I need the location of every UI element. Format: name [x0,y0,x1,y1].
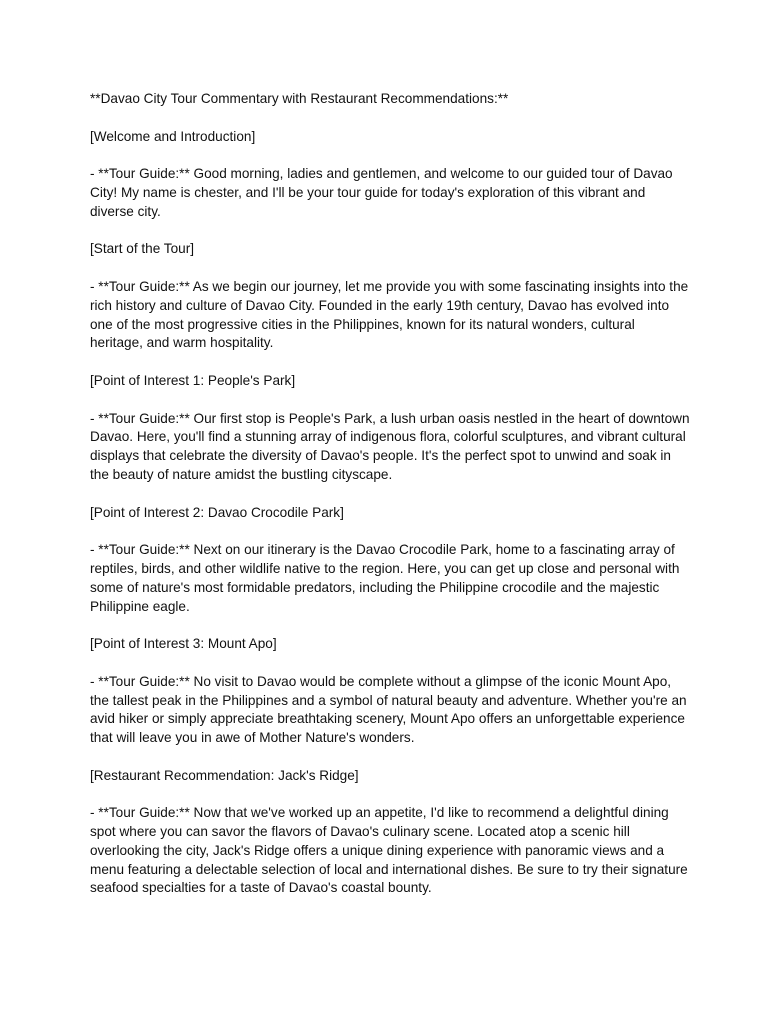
section-heading-start: [Start of the Tour] [90,241,195,257]
section-body-crocodile-park: - **Tour Guide:** Next on our itinerary is the Davao Crocodile Park, home to a fascinating array of reptiles, birds, and other wildlife native to the region. Here, you can get up close and personal with some of nature's most formidable predators, including the Philippine crocodile and the majestic Philippine eagle. [90,542,680,614]
section-heading-crocodile-park: [Point of Interest 2: Davao Crocodile Park] [90,504,344,520]
section-heading-restaurant: [Restaurant Recommendation: Jack's Ridge] [90,767,359,783]
section-body-mount-apo: - **Tour Guide:** No visit to Davao would be complete without a glimpse of the iconic Mount Apo, the tallest peak in the Philippines and a symbol of natural beauty and adventure. Whether you're an avid hiker or simply appreciate breathtaking scenery, Mount Apo offers an unforgettable experience that will leave you in awe of Mother Nature's wonders. [90,673,687,746]
section-heading-mount-apo: [Point of Interest 3: Mount Apo] [90,636,277,652]
document-page [90,90,690,917]
section-heading-welcome: [Welcome and Introduction] [90,128,256,144]
section-heading-peoples-park: [Point of Interest 1: People's Park] [90,372,296,388]
section-body-start: - **Tour Guide:** As we begin our journey, let me provide you with some fascinating insights into the rich history and culture of Davao City. Founded in the early 19th century, Davao has evolved into one of the most progressive cities in the Philippines, known for its natural wonders, cultural heritage, and warm hospitality. [90,278,689,351]
document-title: **Davao City Tour Commentary with Restaurant Recommendations:** [90,91,509,106]
section-body-welcome: - **Tour Guide:** Good morning, ladies and gentlemen, and welcome to our guided tour of Davao City! My name is chester, and I'll be your tour guide for today's exploration of this vibrant and diverse city. [90,166,673,219]
section-body-restaurant: - **Tour Guide:** Now that we've worked up an appetite, I'd like to recommend a delightful dining spot where you can savor the flavors of Davao's culinary scene. Located atop a scenic hill overlooking the city, Jack's Ridge offers a unique dining experience with panoramic views and a menu featuring a delectable selection of local and international dishes. Be sure to try their signature seafood specialties for a taste of Davao's coastal bounty. [90,805,688,896]
section-body-peoples-park: - **Tour Guide:** Our first stop is People's Park, a lush urban oasis nestled in the heart of downtown Davao. Here, you'll find a stunning array of indigenous flora, colorful sculptures, and vibrant cultural displays that celebrate the diversity of Davao's people. It's the perfect spot to unwind and soak in the beauty of nature amidst the bustling cityscape. [90,410,690,482]
